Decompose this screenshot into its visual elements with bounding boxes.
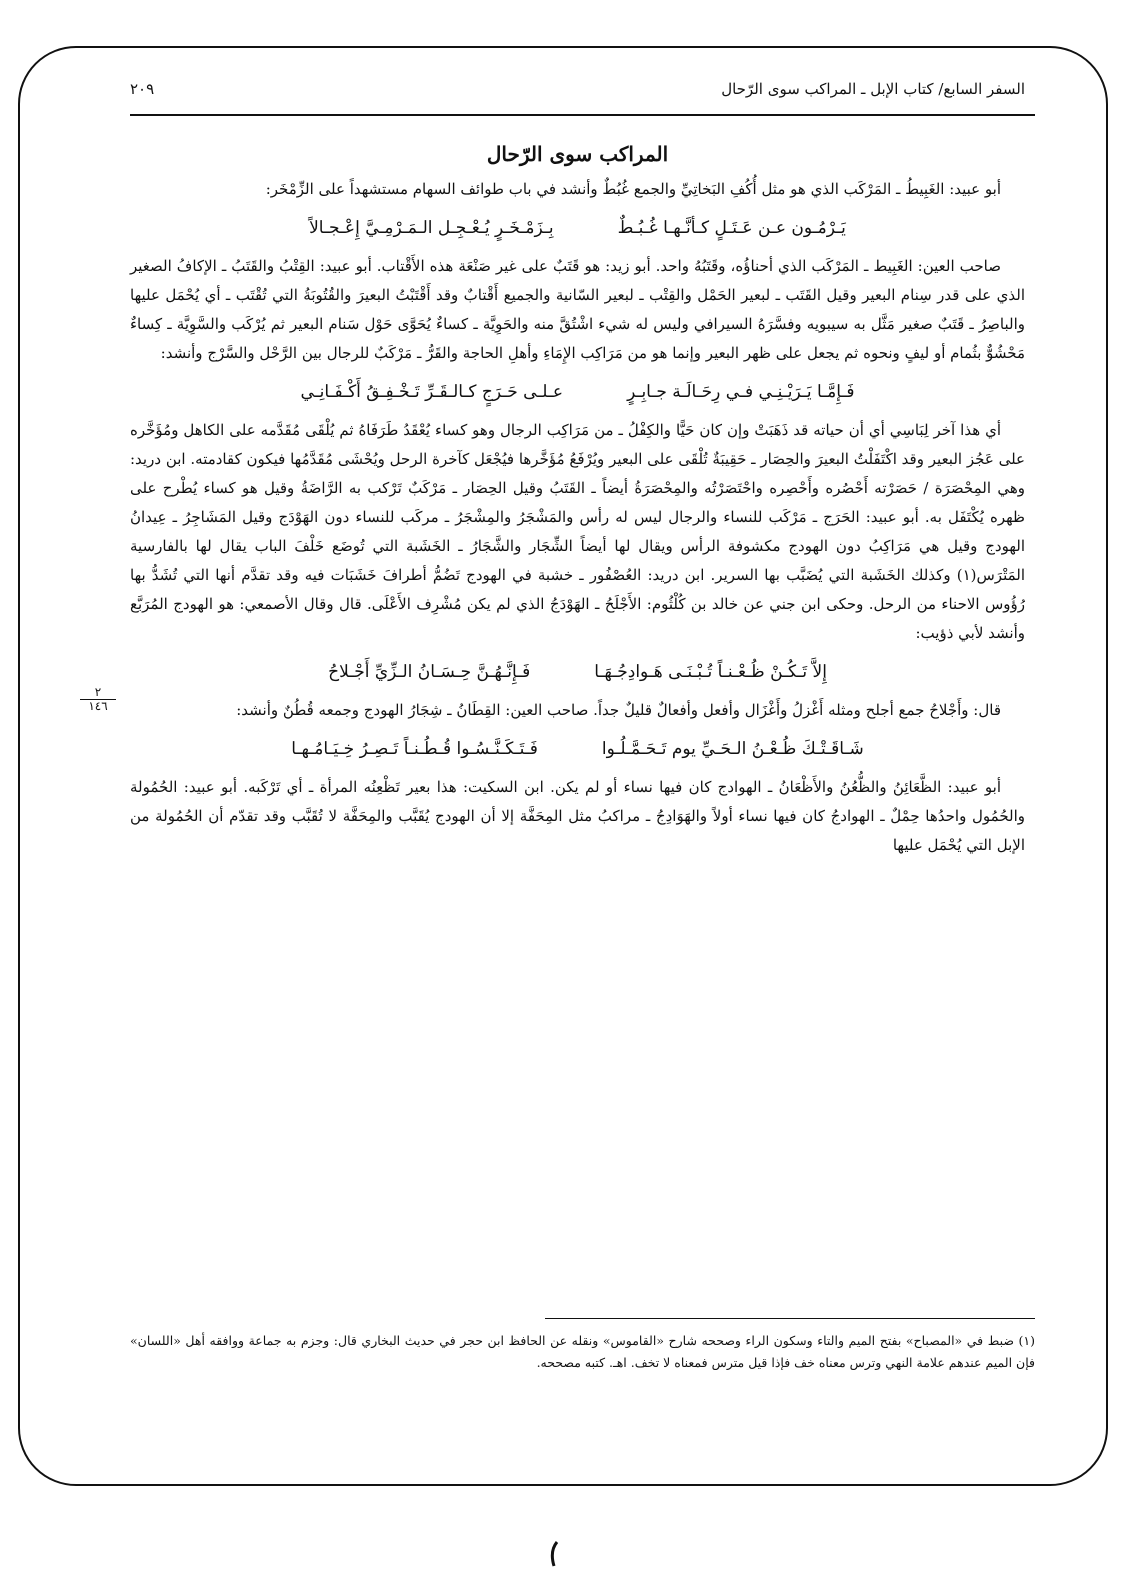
hemistich-first: شَـاقَـتْـكَ ظُـعْـنُ الـحَـيِّ يوم تَـحَـمَّـلُـوا: [601, 739, 864, 759]
verse-line: [130, 376, 1025, 408]
hemistich-first: يَـرْمُـون عـن عَـتَـلٍ كـأنَّـهـا غُـبُـطٌ: [617, 218, 846, 238]
header-rule: [130, 114, 1035, 116]
paragraph: صاحب العين: الغَبِيط ـ المَرْكَب الذي أحناؤُه، وقَتَبُهُ واحد. أبو زيد: هو قَتَبٌ على غير صَنْعَة هذه الأَقْتاب. أبو عبيد: القِتْبُ والقَتَبُ ـ الإكافُ الصغير الذي على قدر سِنام البعير وقيل القَتَب ـ لبعير الحَمْل والقِتْب ـ لبعير السّانية والجميع أَقْتابٌ وقد أَقْتَبْتُ البعيرَ والقُتُوبَةُ التي تُقْتَب ـ أي يُحْمَل عليها والباصِرُ ـ قَتَبٌ صغير مَثَّل به سيبويه وفسَّرَهُ السيرافي وليس له شيء اشْتُقَّ منه والحَوِيَّة ـ كساءٌ يُحَوَّى حَوْل سَنام البعير ثم يُرْكَب والسَّوِيَّة ـ كِساءٌ مَحْشُوٌّ بثُمام أو ليفٍ ونحوه ثم يجعل على ظهر البعير وإنما هو من مَرَاكِب الإِمَاءِ وأهلِ الحاجة والقَرُّ ـ مَرْكَبٌ للرجال بين الرَّحْل والسَّرْج وأنشد:: [130, 257, 1025, 362]
hemistich-second: فَـإِنَّـهُـنَّ حِـسَـانُ الـزِّيِّ أَجْـلاحُ: [328, 662, 531, 682]
hemistich-first: فَـإِمَّـا يَـرَيْـنِـي فـي رِحَـالَـة جـابِـرٍ: [627, 382, 855, 402]
margin-page-reference: [80, 686, 116, 713]
page-number: ٢٠٩: [130, 80, 155, 98]
scan-mark: [548, 1540, 562, 1568]
verse-line: [130, 212, 1025, 244]
hemistich-second: عـلـى حَـرَجٍ كـالـقَـرِّ تَـخْـفِـقُ أَكْـفَـانِـي: [300, 382, 564, 402]
section-title: المراكب سوى الرّحال: [486, 142, 669, 166]
hemistich-second: فَـتَـكَـنَّـسُـوا قُـطُـنـاً تَـصِـرُ خِـيَـامُـهـا: [291, 739, 538, 759]
running-title: السفر السابع/ كتاب الإبل ـ المراكب سوى الرّحال: [721, 80, 1025, 98]
hemistich-first: إِلاَّ تَـكُـنْ ظُـعْـنـاً تُـبْـنَـى هَـوادِجُـهَـا: [594, 662, 827, 682]
paragraph: أبو عبيد: الغَبِيطُ ـ المَرْكَب الذي هو مثل أُكُفِ البَخاتِيِّ والجمع غُبُطٌ وأنشد في باب طوائف السهام مستشهداً على الزِّمْخَر:: [265, 180, 1001, 198]
paragraph: أي هذا آخر لِبَاسِي أي أن حياته قد ذَهَبَتْ وإن كان حَيًّا والكِفْلُ ـ من مَرَاكِب الرجال وهو كساء يُعْقَدُ طَرَفَاهُ ثم يُلْقَى مُقَدَّمه على الكاهل ومُؤَخَّره على عَجُز البعير وقد اكْتَفَلْتُ البعيرَ والحِصَار ـ حَقِيبَةٌ تُلْقَى على البعير ويُرْفَعُ مُؤَخَّرها فيُجْعَل كآخرة الرحل ويُحْشَى مُقَدَّمُها فيكون كقادمته. ابن دريد: وهي المِحْصَرَة / حَصَرْته أَحْصُره وأَحْصِره واحْتَصَرْتُه والمِحْصَرَةُ أيضاً ـ القَتَبُ وقيل الحِصَار ـ مَرْكَبٌ تَرْكب به الرَّاضَةُ وقيل هو كساء يُطْرح على ظهره يُكْتَفَل به. أبو عبيد: الحَرَج ـ مَرْكَب للنساء والرجال ليس له رأس والمَشْجَرُ والمِشْجَرُ ـ مركَب للنساء دون الهَوْدَج وقيل المَشَاجِرُ ـ عِيدانُ الهودج وقيل هي مَرَاكِبُ دون الهودج مكشوفة الرأس ويقال لها أيضاً الشِّجَار والشَّجَارُ ـ الخَشَبة التي تُوضَع خَلْفَ الباب يقال لها بالفارسية المَتْرَس(١) وكذلك الخَشَبة التي يُضَبَّب بها السرير. ابن دريد: العُصْفُور ـ خشبة في الهودج تَضُمُّ أطرافَ خَشَبَات فيه وقد تقدَّم أنها التي تُشَدُّ بها رُؤُوس الاحناء من الرحل. وحكى ابن جني عن خالد بن كُلْثُوم: الأَجْلَحُ ـ الهَوْدَجُ الذي لم يكن مُشْرِف الأَعْلَى. قال وقال الأصمعي: هو الهودج المُرَبَّع وأنشد لأبي ذؤيب:: [130, 421, 1025, 642]
paragraph: أبو عبيد: الظَّعَائِنُ والظُّعُنُ والأَظْعَانُ ـ الهوادج كان فيها نساء أو لم يكن. ابن السكيت: هذا بعير تَظْعِنُه المرأة ـ أي تَرْكَبه. أبو عبيد: الحُمُولة والحُمُول واحدُها حِمْلٌ ـ الهوادجُ كان فيها نساء أولاً والهَوَادِجُ ـ مراكبُ مثل المِحَفَّة إلا أن الهودج يُقَبَّب والمِحَفَّة لا تُقَبَّب وقد تقدّم أن الحُمُولة من الإبل التي يُحْمَل عليها: [130, 778, 1025, 854]
footnote: (١) ضبط في «المصباح» بفتح الميم والتاء وسكون الراء وصححه شارح «القاموس» ونقله عن الحافظ ابن حجر في حديث البخاري قال: وجزم به جماعة ووافقه أهل «اللسان» فإن الميم عندهم علامة النهي وترس معناه خف فإذا قيل مترس فمعناه لا تخف. اهـ. كتبه مصححه.: [130, 1333, 1035, 1370]
footnote-rule: [545, 1318, 1035, 1319]
paragraph: قال: وأَجْلاحُ جمع أجلح ومثله أَغْزلُ وأَغْزَال وأفعل وأفعالٌ قليلٌ جداً. صاحب العين: القِطَانُ ـ شِجَارُ الهودج وجمعه قُطُنٌ وأنشد:: [236, 701, 1001, 719]
verse-line: [130, 733, 1025, 765]
main-text: [130, 138, 1025, 860]
page-header: [130, 80, 1025, 110]
margin-ref-volume: ٢: [80, 686, 116, 700]
verse-line: [130, 656, 1025, 688]
hemistich-second: بِـزَمْـخَـرٍ يُـعْـجِـل الـمَـرْمِـيَّ إِعْـجـالاً: [309, 218, 554, 238]
margin-ref-page: ١٤٦: [88, 699, 108, 713]
